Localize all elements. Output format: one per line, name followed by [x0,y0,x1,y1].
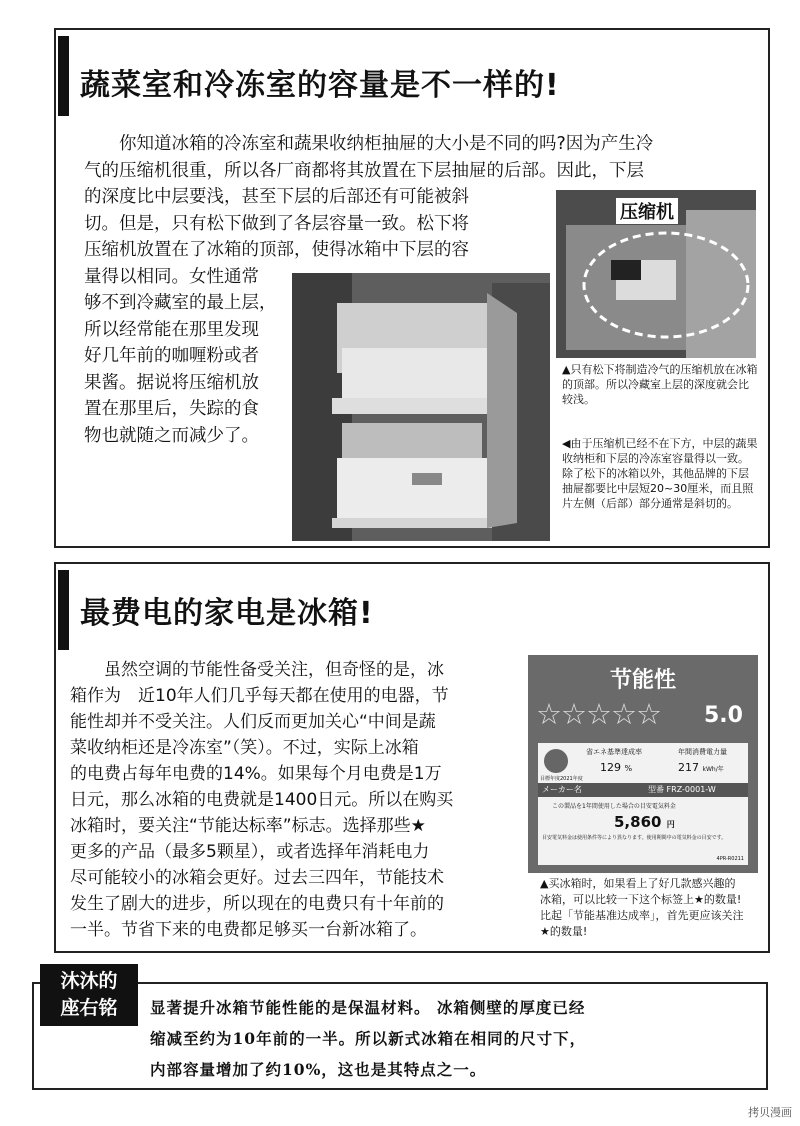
s2-line: 菜收纳柜还是冷冻室”（笑）。不过，实际上冰箱 [70,738,419,758]
motto-text [150,992,720,1085]
section2-body [70,657,530,943]
motto-label-line2: 座右铭 [60,997,118,1019]
col1-header: 省エネ基準達成率 [586,748,642,756]
caption-drawer: ◀由于压缩机已经不在下方，中层的蔬果收纳柜和下层的冷冻室容量得以一致。除了松下的冰箱以外，其他品牌的下层抽屉都要比中层短20~30厘米，而且照片左侧（后部）部分通常是斜切的。 [562,437,758,510]
fine-print: 目安電気料金は使用条件等により異なります。使用期間中の電気料金の目安です。 [542,835,727,841]
s2-line: 箱作为 近10年人们几乎每天都在使用的电器，节 [70,686,449,706]
section2-title-bar [58,570,69,650]
target-badge-text: 目標年度2021年度 [540,776,583,782]
drawer-photo-art [292,273,550,541]
s1-line: 所以经常能在那里发现 [84,319,259,340]
maker-label: メーカー名 [542,785,582,794]
col2-value: 217 kWh/年 [678,761,724,774]
s2-line: 发生了剧大的进步，所以现在的电费只有十年前的 [70,894,444,914]
compressor-label: 压缩机 [616,198,678,224]
star-icon: ☆ [561,697,586,731]
s1-line: 你知道冰箱的冷冻室和蔬果收纳柜抽屉的大小是不同的吗?因为产生冷 [84,134,654,154]
star-rating [536,697,706,731]
star-icon: ☆ [586,697,611,731]
col2-header: 年間消費電力量 [678,748,727,756]
motto-label [40,964,138,1026]
s1-line: 量得以相同。女性通常 [84,266,259,287]
star-icon: ☆ [536,697,561,731]
s2-line: 一半。节省下来的电费都足够买一台新冰箱了。 [70,920,427,940]
compressor-photo [556,190,756,358]
s2-line: 更多的产品（最多5颗星），或者选择年消耗电力 [70,842,430,862]
s1-line: 物也就随之而减少了。 [84,425,259,446]
cost-caption: この製品を1年間使用した場合の目安電気料金 [552,803,676,810]
model-number: 型番 FRZ-0001-W [648,785,716,794]
motto-line: 内部容量增加了约10%，这也是其特点之一。 [150,1060,487,1079]
energy-label-card [538,743,748,865]
s2-line: 尽可能较小的冰箱会更好。过去三四年，节能技术 [70,868,444,888]
section1-title-bar [58,36,69,116]
star-icon: ☆ [611,697,636,731]
energy-label [528,655,758,873]
motto-line: 显著提升冰箱节能性能的是保温材料。 冰箱侧壁的厚度已经 [150,998,586,1017]
s2-line: 虽然空调的节能性备受关注，但奇怪的是，冰 [70,660,444,680]
s2-line: 的电费占每年电费的14%。如果每个月电费是1万 [70,764,442,784]
s1-line: 气的压缩机很重，所以各厂商都将其放置在下层抽屉的后部。因此，下层 [84,160,644,181]
caption-energy-label: ▲买冰箱时，如果看上了好几款感兴趣的冰箱，可以比较一下这个标签上★的数量!比起「节能基准达成率」，首先更应该关注★的数量! [540,877,744,938]
motto-line: 缩减至约为10年前的一半。所以新式冰箱在相同的尺寸下， [150,1029,587,1048]
maker-row [538,783,748,797]
watermark: 拷贝漫画 [748,1106,792,1119]
section1-title: 蔬菜室和冷冻室的容量是不一样的! [80,68,560,103]
energy-label-title: 节能性 [609,668,676,693]
s2-line: 冰箱时，要关注“节能达标率”标志。选择那些★ [70,816,426,836]
s1-line: 置在那里后，失踪的食 [84,399,259,419]
section2-title: 最费电的家电是冰箱! [80,596,374,631]
drawer-photo [292,273,550,541]
s1-line: 果酱。据说将压缩机放 [84,372,259,393]
s1-line: 好几年前的咖喱粉或者 [84,346,259,366]
rating-value: 5.0 [704,703,743,728]
s1-line: 的深度比中层要浅，甚至下层的后部还有可能被斜 [84,187,469,207]
label-code: 4PR-R0211 [716,856,744,862]
motto-label-line1: 沐沐的 [60,970,118,992]
target-badge-icon [544,749,568,773]
s1-line: 够不到冷藏室的最上层， [84,293,277,313]
s1-line: 压缩机放置在了冰箱的顶部，使得冰箱中下层的容 [84,240,469,260]
col1-value: 129 % [600,761,633,774]
s2-line: 能性却并不受关注。人们反而更加关心“中间是蔬 [70,712,436,732]
star-icon: ☆ [636,697,661,731]
caption-compressor: ▲只有松下将制造冷气的压缩机放在冰箱的顶部。所以冷藏室上层的深度就会比较浅。 [562,363,758,406]
s2-line: 日元，那么冰箱的电费就是1400日元。所以在购买 [70,790,454,810]
s1-line: 切。但是，只有松下做到了各层容量一致。松下将 [84,213,469,234]
cost-value: 5,860 円 [614,813,675,831]
